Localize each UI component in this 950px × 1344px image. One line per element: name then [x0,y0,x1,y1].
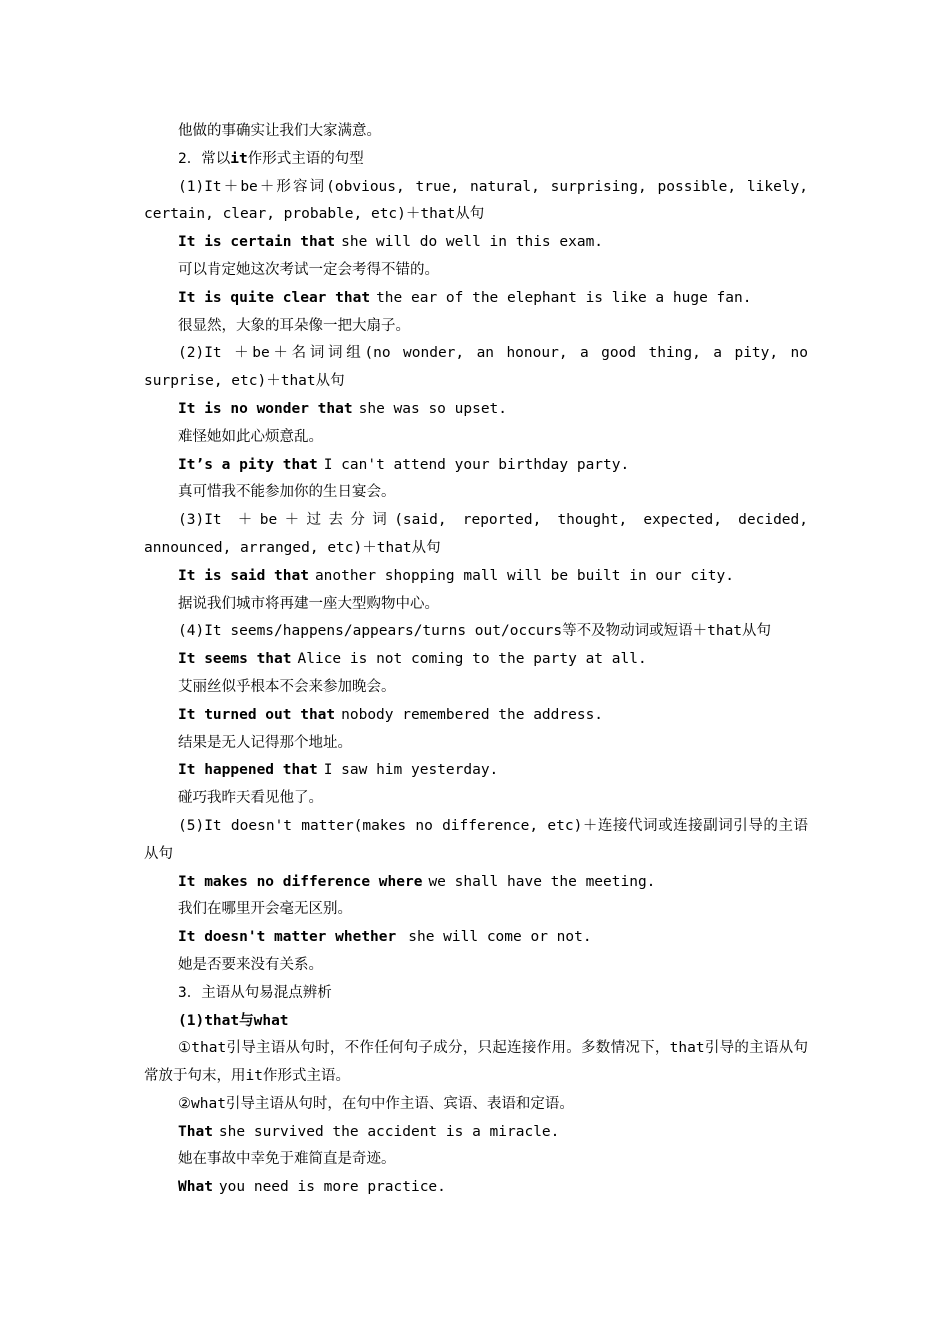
example-text: nobody remembered the address. [341,706,604,723]
example-keyword: It makes no difference where [178,873,423,890]
example-text: another shopping mall will be built in our city. [314,567,734,584]
example-keyword: It’s a pity that [178,456,318,473]
example-sentence [144,285,808,313]
example-text: she was so upset. [358,400,508,417]
chinese-translation: 真可惜我不能参加你的生日宴会。 [178,484,396,501]
example-keyword: It turned out that [178,706,336,723]
example-sentence [144,229,808,257]
chinese-translation: 她在事故中幸免于难简直是奇迹。 [178,1151,396,1168]
example-sentence [144,646,808,674]
example-keyword: It is certain that [178,234,336,251]
example-sentence [144,452,808,480]
explanation-paragraph: ②what引导主语从句时，在句中作主语、宾语、表语和定语。 [178,1095,574,1112]
chinese-translation: 可以肯定她这次考试一定会考得不错的。 [178,261,439,278]
chinese-translation: 碰巧我昨天看见他了。 [178,790,323,807]
heading-text: 作形式主语的句型 [247,150,364,167]
pattern-rule: (1)It＋be＋形容词(obvious, true, natural, surprising, possible, likely, certain, clear, probable, etc)＋that从句 [144,178,808,223]
chinese-translation: 他做的事确实让我们大家满意。 [178,123,381,139]
chinese-translation: 很显然，大象的耳朵像一把大扇子。 [178,317,410,334]
example-sentence [144,924,808,952]
example-sentence [144,1174,808,1202]
example-sentence [144,563,808,591]
example-keyword: It is said that [178,567,309,584]
chinese-translation: 艾丽丝似乎根本不会来参加晚会。 [178,678,396,695]
pattern-rule: (5)It doesn't matter(makes no difference, etc)＋连接代词或连接副词引导的主语从句 [144,817,808,862]
example-text: Alice is not coming to the party at all. [297,651,647,668]
example-text: she survived the accident is a miracle. [218,1123,560,1140]
example-text: we shall have the meeting. [428,873,656,890]
example-sentence [144,757,808,785]
example-sentence [144,396,808,424]
chinese-translation: 我们在哪里开会毫无区别。 [178,901,352,918]
subsection-heading: (1)that与what [178,1012,289,1029]
explanation-paragraph: ①that引导主语从句时，不作任何句子成分，只起连接作用。多数情况下，that引导的主语从句常放于句末，用it作形式主语。 [144,1040,808,1085]
example-keyword: That [178,1123,213,1140]
example-keyword: It seems that [178,651,292,668]
chinese-translation: 她是否要来没有关系。 [178,956,323,973]
example-keyword: It doesn't matter whether [178,929,397,946]
example-text: I can't attend your birthday party. [323,456,630,473]
example-keyword: It happened that [178,762,318,779]
example-text: she will do well in this exam. [341,234,604,251]
example-keyword: It is no wonder that [178,400,353,417]
example-text: she will come or not. [408,929,592,946]
example-text: the ear of the elephant is like a huge fan. [376,289,752,306]
pattern-rule: (2)It ＋be＋名词词组(no wonder, an honour, a good thing, a pity, no surprise, etc)＋that从句 [144,345,808,390]
pattern-rule: (3)It ＋be＋过去分词(said, reported, thought, expected, decided, announced, arranged, etc)＋that从句 [144,512,808,556]
chinese-translation: 难怪她如此心烦意乱。 [178,428,323,445]
pattern-rule: (4)It seems/happens/appears/turns out/occurs等不及物动词或短语＋that从句 [178,623,772,640]
document-body [144,118,808,1202]
example-keyword: It is quite clear that [178,289,371,306]
section-heading-3: 3．主语从句易混点辨析 [178,984,332,1001]
example-keyword: What [178,1179,213,1196]
example-sentence [144,702,808,730]
heading-keyword: it [230,150,248,167]
example-sentence [144,869,808,897]
heading-text: 2．常以 [178,150,231,167]
chinese-translation: 结果是无人记得那个地址。 [178,734,352,751]
example-sentence [144,1119,808,1147]
chinese-translation: 据说我们城市将再建一座大型购物中心。 [178,595,439,612]
section-heading-2 [144,146,808,174]
example-text: I saw him yesterday. [323,762,499,779]
example-text: you need is more practice. [218,1179,446,1196]
